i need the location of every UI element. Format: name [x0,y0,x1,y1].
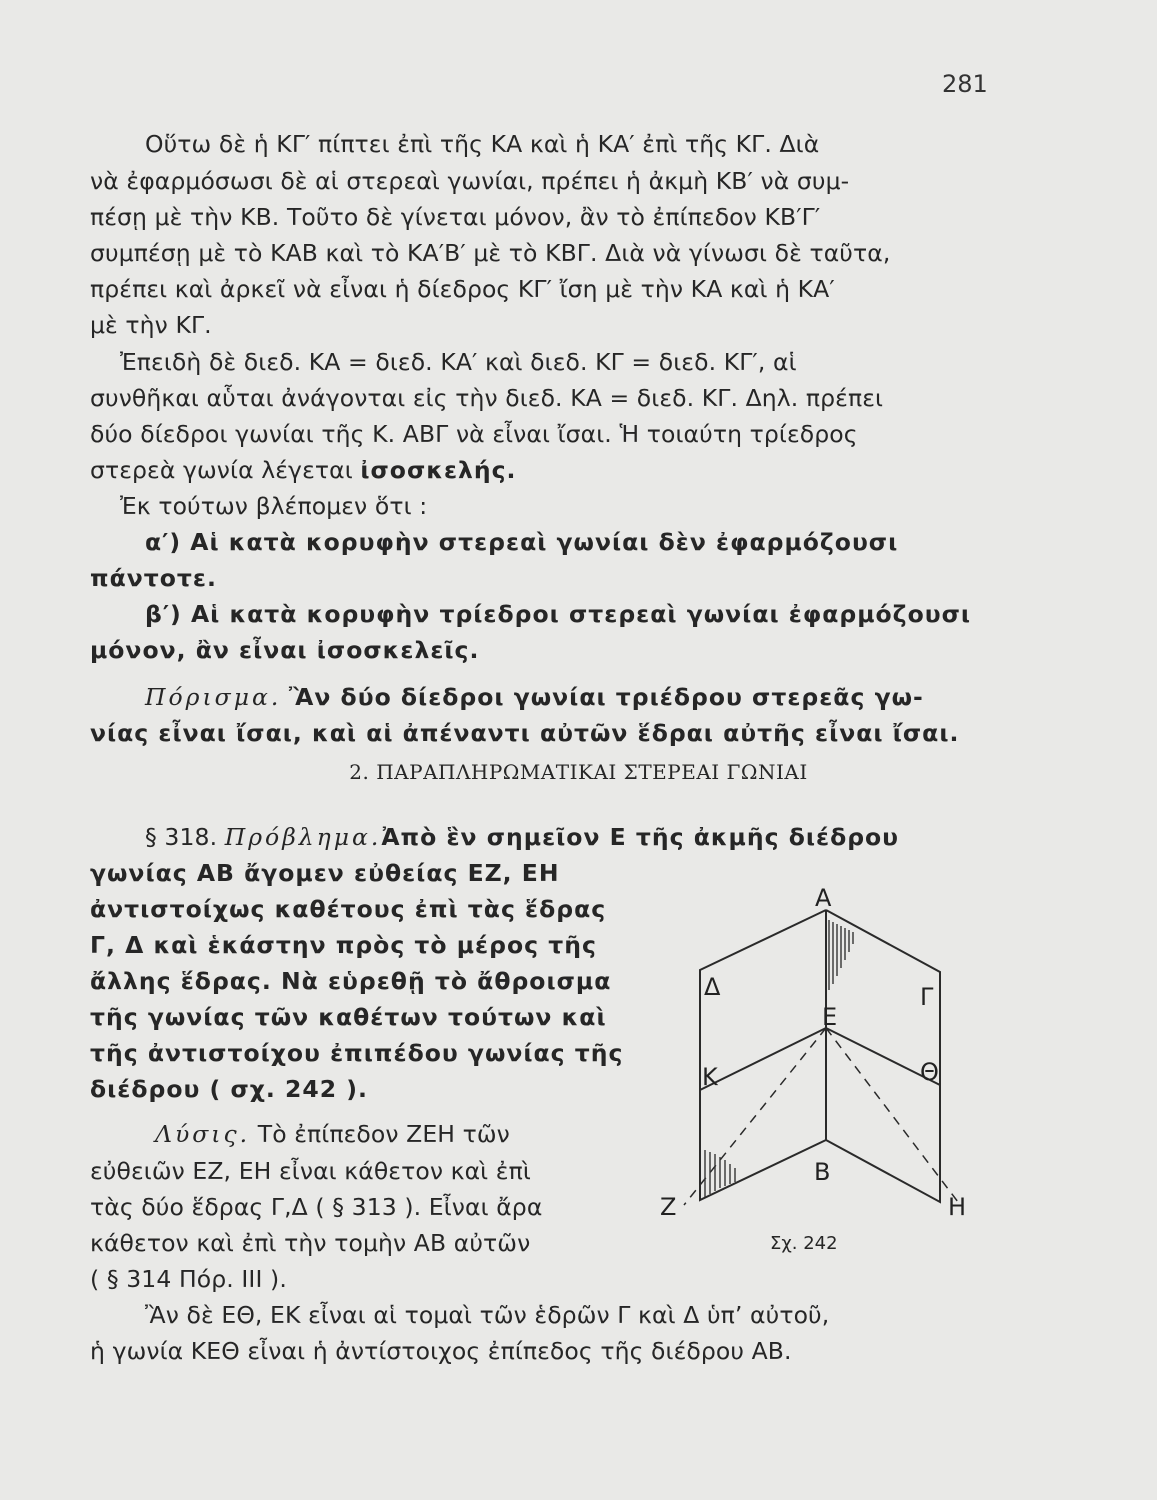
problem-line: γωνίας ΑΒ ἄγομεν εὐθείας ΕΖ, ΕΗ [90,859,560,887]
solution-text: Τὸ ἐπίπεδον ΖΕΗ τῶν [257,1120,510,1148]
label-K: Κ [702,1063,718,1091]
problem-line: τῆς γωνίας τῶν καθέτων τούτων καὶ [90,1003,607,1031]
body-text: στερεὰ γωνία λέγεται [90,456,361,484]
corollary-text: Ἂν δύο δίεδροι γωνίαι τριέδρου στερεᾶς γω- [288,683,924,711]
segment-EK [700,1028,826,1090]
problem-text: Ἀπὸ ἓν σημεῖον Ε τῆς ἀκμῆς διέδρου [381,823,900,851]
item-a-line: α′) Αἱ κατὰ κορυφὴν στερεαὶ γωνίαι δὲν ἐφαρμόζουσι [145,528,899,556]
corollary-line: νίας εἶναι ἴσαι, καὶ αἱ ἀπέναντι αὐτῶν ἕδραι αὐτῆς εἶναι ἴσαι. [90,719,960,747]
body-line: νὰ ἐφαρμόσωσι δὲ αἱ στερεαὶ γωνίαι, πρέπει ἡ ἀκμὴ ΚΒ′ νὰ συμ- [90,167,850,195]
page-number: 281 [942,70,988,98]
corollary-line [145,683,1045,711]
label-Theta: Θ [920,1058,939,1086]
solution-line: ( § 314 Πόρ. ΙΙΙ ). [90,1265,287,1293]
solution-line [155,1120,703,1148]
solution-label: Λύσις. [155,1120,251,1148]
final-line: Ἂν δὲ ΕΘ, ΕΚ εἶναι αἱ τομαὶ τῶν ἑδρῶν Γ καὶ Δ ὑπ’ αὐτοῦ, [145,1301,830,1329]
conclusion-intro: Ἐκ τούτων βλέπομεν ὅτι : [120,492,428,520]
label-H: Η [948,1193,967,1221]
body-line: μὲ τὴν ΚΓ. [90,311,212,339]
problem-line: διέδρου ( σχ. 242 ). [90,1075,368,1103]
problem-section: § 318. [145,823,218,851]
label-Delta: Δ [704,973,721,1001]
body-line: Ἐπειδὴ δὲ διεδ. ΚΑ = διεδ. ΚΑ′ καὶ διεδ. ΚΓ = διεδ. ΚΓ′, αἱ [120,348,797,376]
face-delta [700,910,826,1200]
corollary-label: Πόρισμα. [145,683,282,711]
problem-line: ἀντιστοίχως καθέτους ἐπὶ τὰς ἕδρας [90,895,607,923]
item-a-line: πάντοτε. [90,564,217,592]
body-line: συμπέσῃ μὲ τὸ ΚΑΒ καὶ τὸ ΚΑ′Β′ μὲ τὸ ΚΒΓ. Διὰ νὰ γίνωσι δὲ ταῦτα, [90,239,891,267]
problem-label: Πρόβλημα. [224,823,382,851]
body-line: πέσῃ μὲ τὴν ΚΒ. Τοῦτο δὲ γίνεται μόνον, ἂν τὸ ἐπίπεδον ΚΒ′Γ′ [90,203,821,231]
final-line: ἡ γωνία ΚΕΘ εἶναι ἡ ἀντίστοιχος ἐπίπεδος τῆς διέδρου ΑΒ. [90,1337,792,1365]
item-b-line: μόνον, ἂν εἶναι ἰσοσκελεῖς. [90,636,480,664]
label-Z: Ζ [660,1193,677,1221]
label-Gamma: Γ [920,983,934,1011]
problem-line: τῆς ἀντιστοίχου ἐπιπέδου γωνίας τῆς [90,1039,624,1067]
figure-caption: Σχ. 242 [770,1233,838,1254]
body-line [90,456,990,484]
solution-line: τὰς δύο ἕδρας Γ,Δ ( § 313 ). Εἶναι ἄρα [90,1193,543,1221]
label-E: Ε [822,1003,838,1031]
solution-line: εὐθειῶν ΕΖ, ΕΗ εἶναι κάθετον καὶ ἐπὶ [90,1157,531,1185]
body-line: πρέπει καὶ ἀρκεῖ νὰ εἶναι ἡ δίεδρος ΚΓ′ ἴση μὲ τὴν ΚΑ καὶ ἡ ΚΑ′ [90,275,835,303]
solution-line: κάθετον καὶ ἐπὶ τὴν τομὴν ΑΒ αὐτῶν [90,1229,531,1257]
problem-line: Γ, Δ καὶ ἑκάστην πρὸς τὸ μέρος τῆς [90,931,597,959]
body-line: Οὕτω δὲ ἡ ΚΓ′ πίπτει ἐπὶ τῆς ΚΑ καὶ ἡ ΚΑ′ ἐπὶ τῆς ΚΓ. Διὰ [145,130,820,158]
section-heading: 2. ΠΑΡΑΠΛΗΡΩΜΑΤΙΚΑΙ ΣΤΕΡΕΑΙ ΓΩΝΙΑΙ [349,760,808,784]
figure-242 [660,880,1000,1260]
problem-line [145,823,1045,851]
body-line: δύο δίεδροι γωνίαι τῆς Κ. ΑΒΓ νὰ εἶναι ἴσαι. Ἡ τοιαύτη τρίεδρος [90,420,858,448]
term-isosceles: ἰσοσκελής. [360,456,517,484]
body-line: συνθῆκαι αὗται ἀνάγονται εἰς τὴν διεδ. ΚΑ = διεδ. ΚΓ. Δηλ. πρέπει [90,384,884,412]
problem-line: ἄλλης ἕδρας. Νὰ εὑρεθῇ τὸ ἄθροισμα [90,967,612,995]
label-A: Α [815,884,832,912]
label-B: Β [814,1158,831,1186]
item-b-line: β′) Αἱ κατὰ κορυφὴν τρίεδροι στερεαὶ γωνίαι ἐφαρμόζουσι [145,600,972,628]
